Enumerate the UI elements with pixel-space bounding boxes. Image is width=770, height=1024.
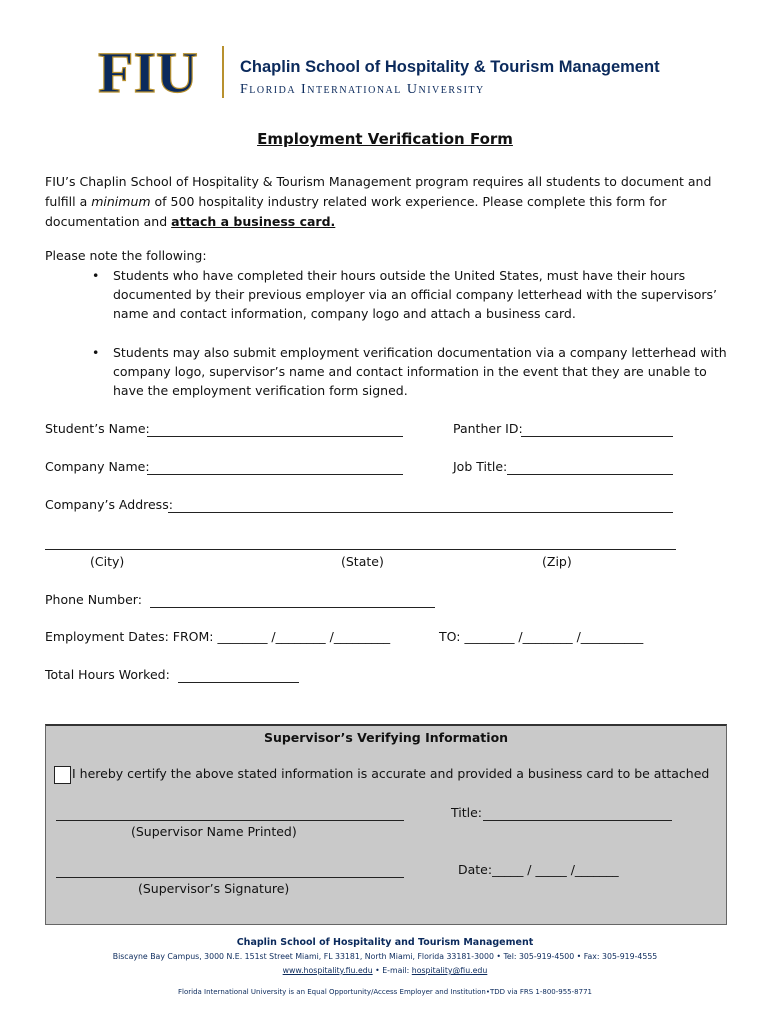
phone-label: Phone Number: [45,592,142,607]
state-caption: (State) [341,554,384,569]
supervisor-title-label: Title: [451,805,482,820]
bullet-icon: • [92,345,100,360]
employment-to-field[interactable]: TO: ________ /________ /__________ [439,629,644,644]
email-link[interactable]: hospitality@fiu.edu [411,966,488,975]
university-name: Florida International University [240,82,485,97]
supervisor-name-field[interactable] [56,820,404,821]
footer-address: Biscayne Bay Campus, 3000 N.E. 151st Street Miami, FL 33181, North Miami, Florida 33181-3000 • Tel: 305-919-4500 • Fax: 305-919-4555 [112,952,658,961]
company-name-field[interactable] [147,474,403,475]
bullet-icon: • [92,268,100,283]
fiu-logo-text: FIU [98,44,198,100]
certify-text: I hereby certify the above stated information is accurate and provided a business card to be attached [72,766,710,781]
attach-business-card-note: attach a business card. [171,214,336,229]
footer-eeo-statement: Florida International University is an Equal Opportunity/Access Employer and Institution•TDD via FRS 1-800-955-8771 [178,988,592,996]
website-link[interactable]: www.hospitality.fiu.edu [282,966,373,975]
form-title: Employment Verification Form [257,130,513,148]
company-name-label: Company Name: [45,459,150,474]
supervisor-signature-caption: (Supervisor’s Signature) [138,881,290,896]
company-address-label: Company’s Address: [45,497,173,512]
supervisor-date-field[interactable]: Date:_____ / _____ /_______ [458,862,619,877]
city-caption: (City) [90,554,125,569]
supervisor-signature-field[interactable] [56,877,404,878]
supervisor-title-field[interactable] [483,820,672,821]
supervisor-name-caption: (Supervisor Name Printed) [131,824,297,839]
supervisor-section [45,724,727,925]
intro-paragraph: FIU’s Chaplin School of Hospitality & Tourism Management program requires all students to document and fulfill a minimum of 500 hospitality industry related work experience. Please complete this form for documentation and attach a business card. [45,174,712,229]
panther-id-label: Panther ID: [453,421,523,436]
student-name-field[interactable] [147,436,403,437]
total-hours-label: Total Hours Worked: [45,667,170,682]
city-state-zip-field[interactable] [45,549,676,550]
certify-checkbox[interactable] [54,766,71,784]
school-name: Chaplin School of Hospitality & Tourism Management [240,58,660,76]
job-title-label: Job Title: [453,459,508,474]
employment-from-field[interactable]: Employment Dates: FROM: ________ /________ /_________ [45,629,391,644]
footer-contact: www.hospitality.fiu.edu • E-mail: hospitality@fiu.edu [282,966,488,975]
panther-id-field[interactable] [521,436,673,437]
bullet-item-1: Students who have completed their hours outside the United States, must have their hours documented by their previous employer via an official company letterhead with the supervisors’ name and contact information, company logo and attach a business card. [113,268,718,321]
job-title-field[interactable] [507,474,673,475]
supervisor-heading: Supervisor’s Verifying Information [263,730,509,745]
company-address-field[interactable] [168,512,673,513]
phone-field[interactable] [150,607,435,608]
footer-school: Chaplin School of Hospitality and Tourism Management [236,937,534,948]
student-name-label: Student’s Name: [45,421,150,436]
bullet-item-2: Students may also submit employment verification documentation via a company letterhead with company logo, supervisor’s name and contact information in the event that they are unable to have the employment verification form signed. [113,345,727,398]
zip-caption: (Zip) [542,554,572,569]
note-heading: Please note the following: [45,248,207,263]
total-hours-field[interactable] [178,682,299,683]
header-divider [222,46,224,98]
intro-emphasis: minimum [91,194,151,209]
fiu-logo [92,44,204,100]
